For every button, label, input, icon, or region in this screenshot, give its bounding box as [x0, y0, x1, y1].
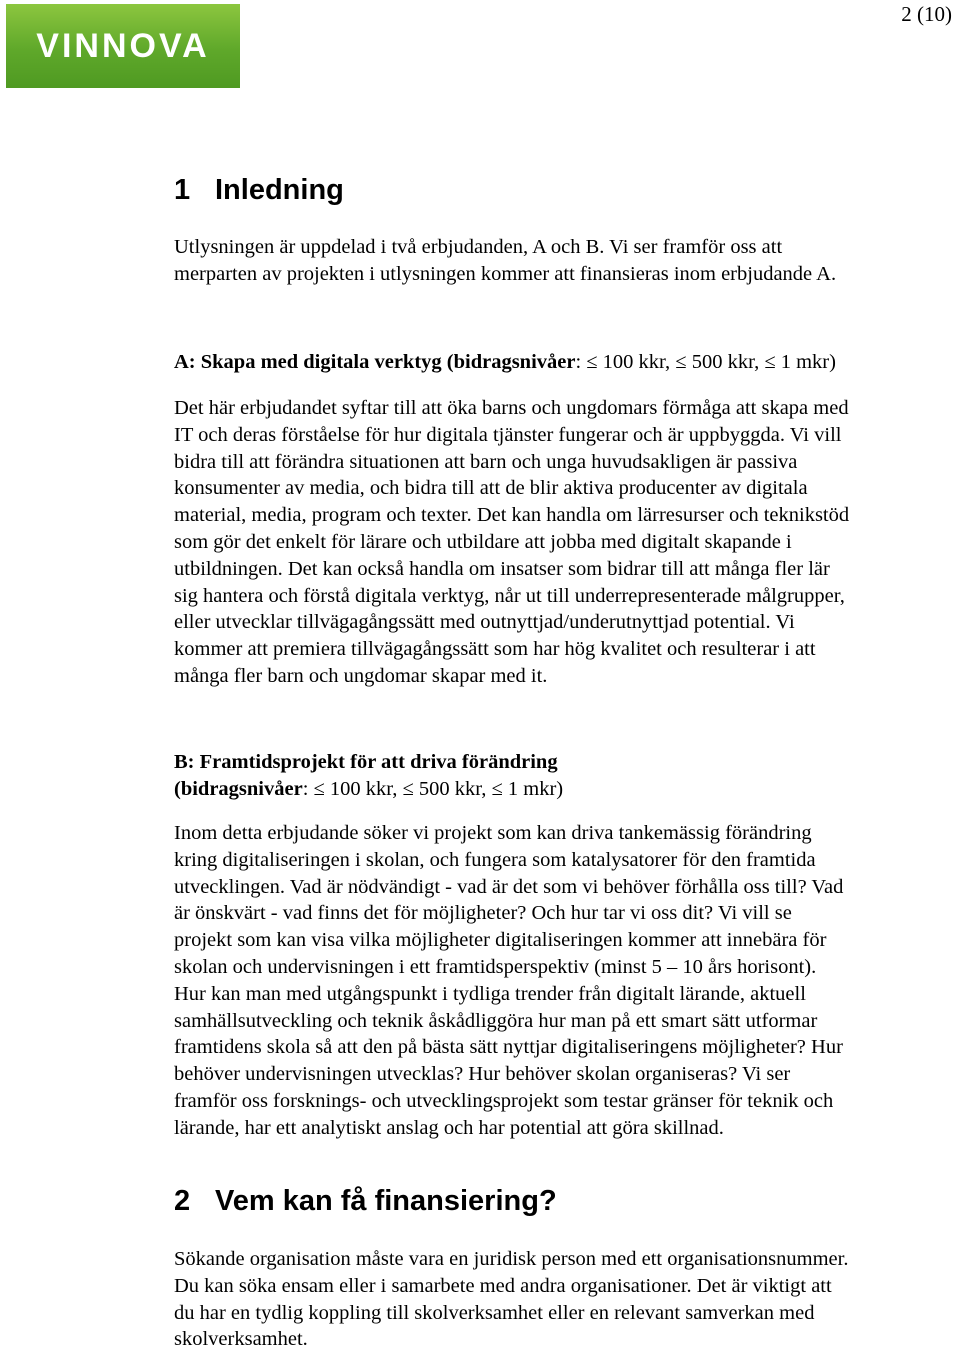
page-number: 2 (10) — [901, 2, 952, 26]
offer-b-line: projekt som kan visa vilka möjligheter digitaliseringen kommer att innebära för — [174, 929, 827, 952]
section-2-heading — [174, 1185, 557, 1218]
offer-a-line: sig hantera och förstå digitala verktyg, når ut till underrepresenterade målgrupper, — [174, 584, 845, 607]
offer-a-line: konsumenter av media, och bidra till att de blir aktiva producenter av digitala — [174, 477, 808, 500]
offer-a-levels: : ≤ 100 kkr, ≤ 500 kkr, ≤ 1 mkr) — [575, 351, 836, 373]
offer-a-line: utbildningen. Det kan också handla om insatser som bidrar till att många fler lär — [174, 557, 830, 580]
section-2-line: Du kan söka ensam eller i samarbete med andra organisationer. Det är viktigt att — [174, 1274, 832, 1297]
offer-a-line: IT och deras förståelse för hur digitala tjänster fungerar och är uppbyggda. Vi vill — [174, 423, 842, 446]
section-2-line: Sökande organisation måste vara en juridisk person med ett organisationsnummer. — [174, 1248, 849, 1270]
section-2-paragraph — [174, 1246, 848, 1353]
offer-b-line: Inom detta erbjudande söker vi projekt som kan driva tankemässig förändring — [174, 822, 812, 844]
offer-a-line: kommer att premiera tillvägagångssätt som har hög kvalitet och resulterar i att — [174, 638, 816, 661]
offer-b-line: Hur kan man med utgångspunkt i tydliga trender från digitalt lärande, aktuell — [174, 982, 806, 1005]
offer-a-title-bold: A: Skapa med digitala verktyg (bidragsnivåer — [174, 351, 576, 373]
offer-b-line: samhällsutveckling och teknik åskådliggöra hur man på ett smart sätt utformar — [174, 1009, 818, 1032]
offer-b-line: behöver undervisningen utvecklas? Hur behöver skolan organiseras? Vi ser — [174, 1063, 791, 1086]
intro-paragraph — [174, 234, 836, 288]
section-2-number: 2 — [174, 1185, 191, 1217]
offer-b-title — [174, 749, 563, 803]
offer-a-paragraph — [174, 395, 849, 690]
offer-b-line: skolan och undervisningen i ett framtidsperspektiv (minst 5 – 10 års horisont). — [174, 955, 817, 978]
offer-b-line: framtidens skola så att den på bästa sätt nyttjar digitaliseringens möjligheter? Hur — [174, 1036, 843, 1059]
intro-line: merparten av projekten i utlysningen kommer att finansieras inom erbjudande A. — [174, 262, 837, 285]
section-1-heading — [174, 174, 344, 207]
offer-a-line: eller utvecklar tillvägagångssätt med outnyttjad/underutnyttjad potential. Vi — [174, 611, 795, 634]
intro-line: Utlysningen är uppdelad i två erbjudanden, A och B. Vi ser framför oss att — [174, 236, 783, 258]
section-1-number: 1 — [174, 174, 191, 206]
offer-b-line: framför oss forsknings- och utvecklingsprojekt som testar gränser för teknik och — [174, 1089, 834, 1112]
offer-a-line: material, media, program och texter. Det kan handla om lärresurser och teknikstöd — [174, 504, 850, 527]
vinnova-logo — [6, 4, 240, 88]
offer-a-line: många fler barn och ungdomar skapar med it. — [174, 664, 548, 687]
offer-b-paragraph — [174, 820, 843, 1142]
offer-a-line: som gör det enkelt för lärare och utbildare att jobba med digitalt skapande i — [174, 530, 792, 553]
offer-b-title-line1: B: Framtidsprojekt för att driva förändring — [174, 751, 558, 773]
section-2-line: du har en tydlig koppling till skolverksamhet eller en relevant samverkan med — [174, 1301, 815, 1324]
section-2-line: skolverksamhet. — [174, 1328, 308, 1351]
offer-b-line: kring digitaliseringen i skolan, och fungera som katalysatorer för den framtida — [174, 848, 816, 871]
offer-b-line: är önskvärt - vad finns det för möjligheter? Och hur tar vi oss dit? Vi vill se — [174, 902, 792, 925]
offer-a-line: Det här erbjudandet syftar till att öka barns och ungdomars förmåga att skapa med — [174, 397, 849, 419]
offer-b-levels: : ≤ 100 kkr, ≤ 500 kkr, ≤ 1 mkr) — [302, 777, 564, 800]
offer-a-title — [174, 349, 836, 376]
logo-text: VINNOVA — [36, 27, 210, 65]
offer-b-line: utvecklingen. Vad är nödvändigt - vad är det som vi behöver förhålla oss till? Vad — [174, 875, 844, 898]
offer-b-title-bold: (bidragsnivåer — [174, 777, 303, 800]
section-1-title: Inledning — [215, 174, 344, 206]
section-2-title: Vem kan få finansiering? — [215, 1185, 557, 1217]
offer-b-line: lärande, har ett analytiskt anslag och har potential att göra skillnad. — [174, 1116, 724, 1139]
vinnova-wordmark-icon — [18, 26, 228, 66]
offer-a-line: bidra till att förändra situationen att barn och unga huvudsakligen är passiva — [174, 450, 798, 473]
